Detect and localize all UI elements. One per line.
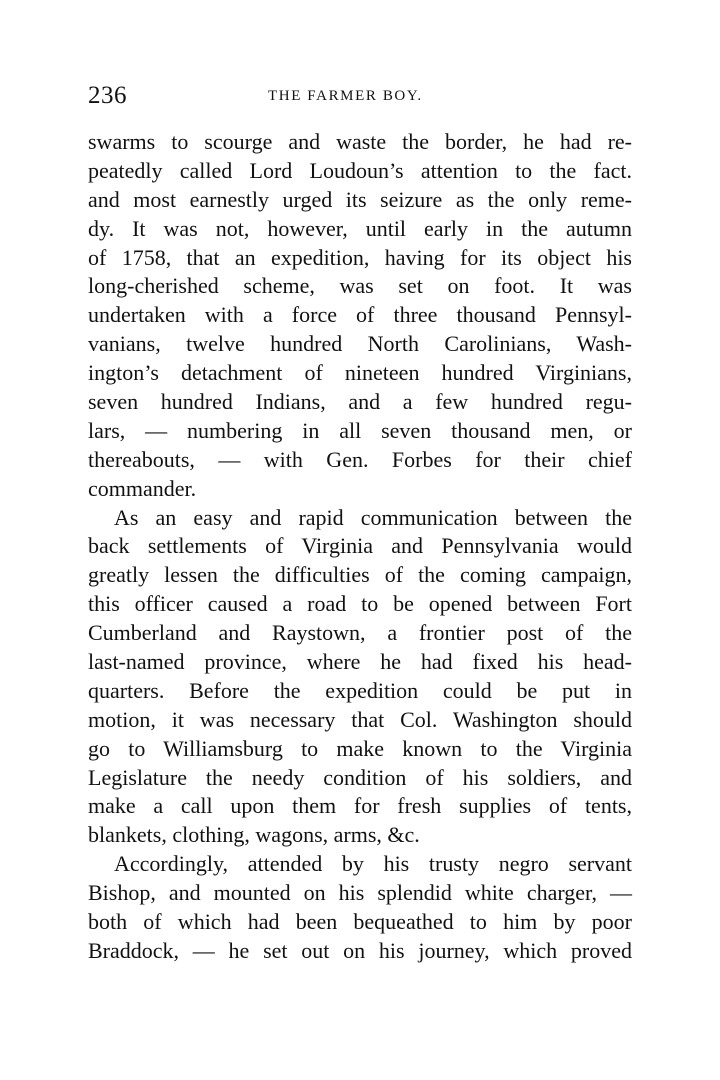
text-line: thereabouts, — with Gen. Forbes for their chief — [88, 446, 632, 472]
text-line: motion, it was necessary that Col. Washington should — [88, 706, 632, 732]
text-line: and most earnestly urged its seizure as the only reme- — [88, 186, 632, 212]
text-line: vanians, twelve hundred North Carolinians, Wash- — [88, 331, 632, 357]
text-line: quarters. Before the expedition could be put in — [88, 677, 632, 703]
paragraph-3 — [88, 850, 632, 966]
text-line: dy. It was not, however, until early in the autumn — [88, 215, 632, 241]
text-line: seven hundred Indians, and a few hundred regu- — [88, 389, 632, 415]
page-header — [88, 82, 632, 114]
text-line: of 1758, that an expedition, having for its object his — [88, 244, 632, 270]
text-line: both of which had been bequeathed to him by poor — [88, 909, 632, 935]
text-line: make a call upon them for fresh supplies of tents, — [88, 793, 632, 819]
text-line: blankets, clothing, wagons, arms, &c. — [88, 822, 420, 848]
body-text — [88, 128, 632, 966]
page-number: 236 — [88, 82, 127, 109]
text-line: swarms to scourge and waste the border, he had re- — [88, 129, 632, 154]
text-line: lars, — numbering in all seven thousand men, or — [88, 417, 632, 443]
text-line: greatly lessen the difficulties of the coming campaign, — [88, 562, 632, 588]
text-line: this officer caused a road to be opened between Fort — [88, 591, 632, 617]
text-line: ington’s detachment of nineteen hundred Virginians, — [88, 360, 632, 386]
text-line: peatedly called Lord Loudoun’s attention to the fact. — [88, 157, 632, 183]
text-line: Accordingly, attended by his trusty negro servant — [114, 851, 632, 877]
text-line: As an easy and rapid communication between the — [114, 504, 632, 530]
text-line: Braddock, — he set out on his journey, which proved — [88, 937, 632, 963]
text-line: Legislature the needy condition of his soldiers, and — [88, 764, 632, 790]
paragraph-1 — [88, 128, 632, 504]
text-line: go to Williamsburg to make known to the Virginia — [88, 735, 632, 761]
text-line: Bishop, and mounted on his splendid white charger, — — [88, 880, 632, 906]
text-line: long-cherished scheme, was set on foot. It was — [88, 273, 632, 299]
paragraph-2 — [88, 504, 632, 851]
text-line: last-named province, where he had fixed his head- — [88, 649, 632, 675]
text-line: Cumberland and Raystown, a frontier post of the — [88, 620, 632, 646]
running-head: THE FARMER BOY. — [268, 88, 423, 104]
text-line: undertaken with a force of three thousand Pennsyl- — [88, 302, 632, 328]
text-line: back settlements of Virginia and Pennsylvania would — [88, 533, 632, 559]
text-line: commander. — [88, 475, 197, 501]
